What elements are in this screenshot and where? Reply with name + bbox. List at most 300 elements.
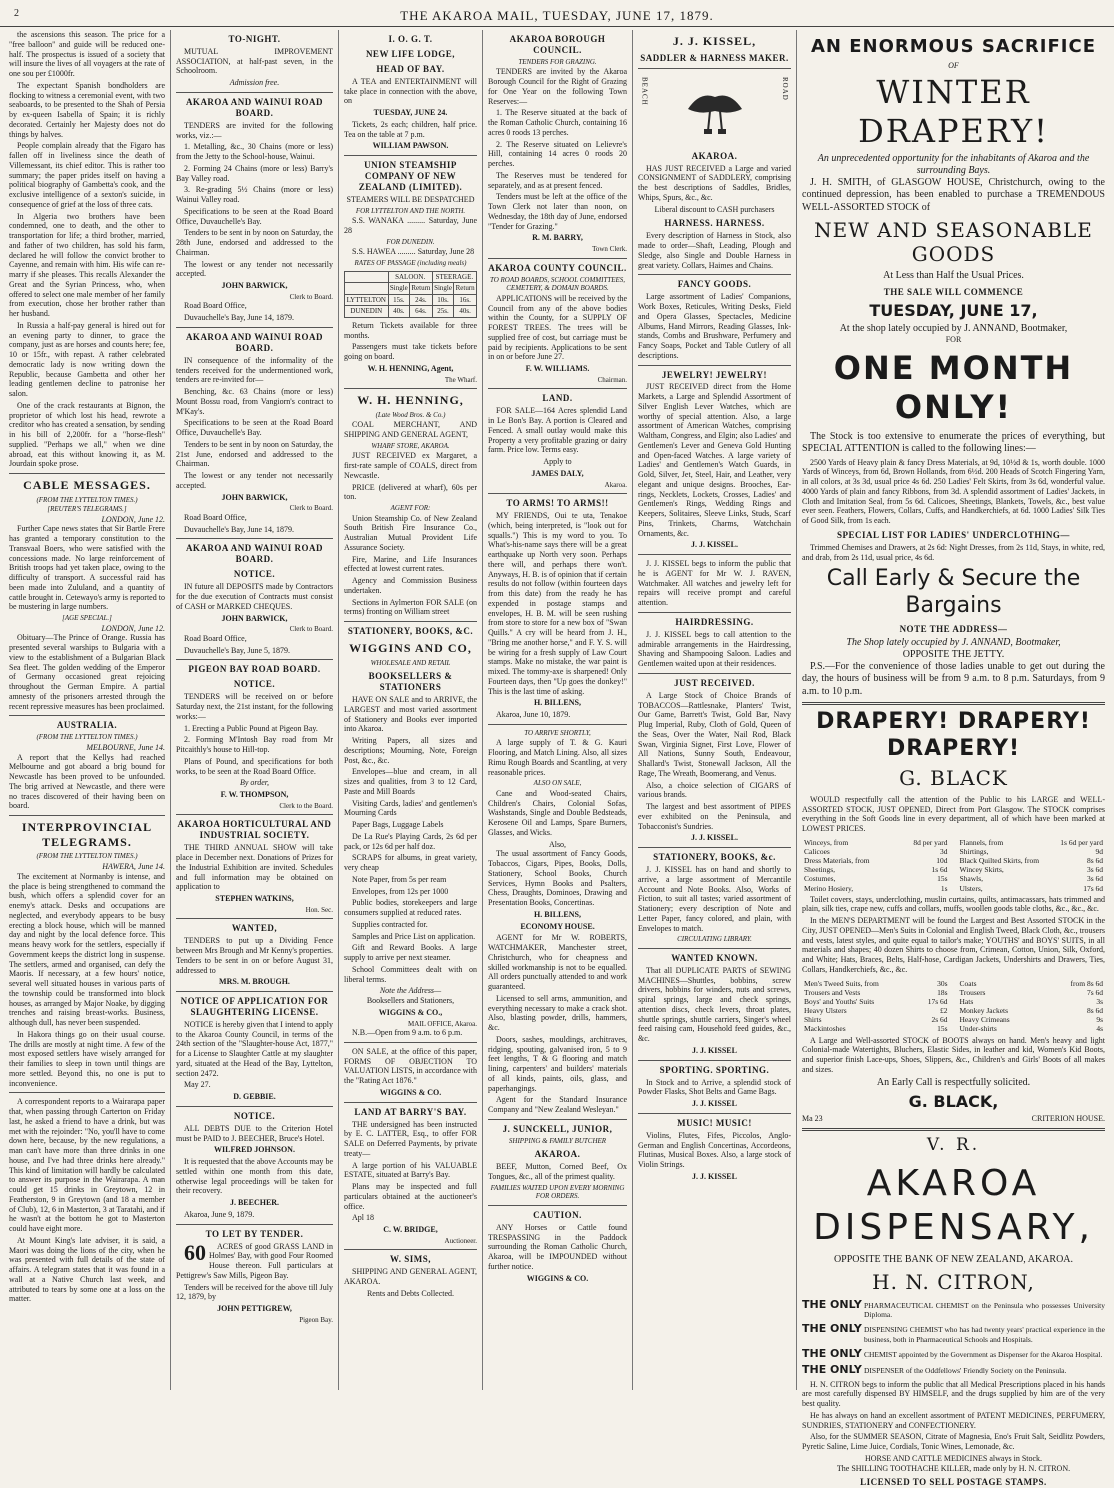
ad-headline: AKAROA DISPENSARY, [813, 1162, 1094, 1248]
news-paragraph: the ascensions this season. The price for a "free balloon" and guide will be reduced one-half. The prospectus is issued of a society that will insure the lives of all voyagers at the rate of one sou per £1000fr. [9, 30, 165, 78]
ad-heading: STATIONERY, BOOKS, &C. [347, 626, 474, 637]
ad-body: SCRAPS for albums, in great variety, very cheap [344, 853, 477, 873]
ad-signature: JOHN BARWICK, [221, 492, 288, 502]
ad-heading: WIGGINS AND CO, [349, 641, 472, 655]
ad-body: Also, for the SUMMER SEASON, Citrate of Magnesia, Eno's Fruit Salt, Seidlitz Powders, Pyretic Saline, Lime Juice, Cordials, Tonic Wines, Lemonade, &c. [802, 1432, 1105, 1451]
news-paragraph: Further Cape news states that Sir Bartle Frere has granted a temporary constitution to the Transvaal Boers, who were satisfied with the concessions made. No large reinforcement of British troops had yet taken place, owing to the difficulty of transport. A successful raid has been made into Zululand, and a quantity of cattle brought in. Cetewayo's army is reported to be mustering in large numbers. [9, 524, 165, 612]
ad-role: Clerk to Board. [289, 504, 333, 513]
claim-label: THE ONLY [802, 1322, 862, 1336]
ad-body: THE undersigned has been instructed by E. C. LATTER, Esq., to offer FOR SALE on Deferred Payments, by private treaty— [344, 1119, 477, 1158]
ad-body: THE THIRD ANNUAL SHOW will take place in December next. Donations of Prizes for the Industrial Exhibition are invited. Schedules and full information may be obtained on application to [176, 843, 333, 892]
ad-item: 1. Erecting a Public Pound at Pigeon Bay. [184, 723, 318, 733]
divider [176, 991, 333, 992]
ad-signature: WIGGINS & CO. [526, 1273, 589, 1283]
ad-subheading: SPORTING. SPORTING. [659, 1064, 770, 1075]
news-paragraph: In Russia a half-pay general is hired out for an evening party to dinner, to grace the company, just as are horses and counts here; fee, 10 or 15fr., with repast. A rather celebrated democratic lady is now writing down the Republic, because Gambetta and other her leading gentlemen decline to patronise her salon. [9, 320, 165, 398]
kissel-side-label: ROAD [781, 76, 789, 101]
ad-date: Duvauchelle's Bay, June 14, 1879. [184, 313, 295, 323]
ad-body: ON SALE, at the office of this paper, FORMS OF OBJECTION TO VALUATION LISTS, in accordance with the "Rating Act 1876." [344, 1046, 477, 1086]
ad-item: 1. Metalling, &c., 30 Chains (more or less) from the Jetty to the School-house, Wainui. [176, 142, 333, 162]
ad-footer [802, 1114, 1105, 1124]
fare-cell: 25s. [432, 306, 453, 318]
ad-headline: G. BLACK [899, 766, 1008, 791]
ad-body: In Stock and to Arrive, a splendid stock of Powder Flasks, Shot Belts and Game Bags. [638, 1077, 791, 1097]
ad-body: Also, a choice selection of CIGARS of various brands. [638, 780, 791, 800]
ad-heading: J. SUNCKELL, JUNIOR, [502, 1123, 613, 1134]
divider [344, 388, 477, 389]
ad-subheading: TENDERS FOR GRAZING. [518, 57, 597, 66]
section-source: (FROM THE LYTTELTON TIMES.) [36, 733, 138, 742]
ad-body: SHIPPING AND GENERAL AGENT, AKAROA. [344, 1267, 477, 1287]
ad-role: Town Clerk. [592, 245, 627, 254]
divider [344, 1042, 477, 1043]
divider [638, 948, 791, 949]
ad-body: HAVE ON SALE and to ARRIVE, the LARGEST and most varied assortment of Stationery and Books ever imported into Akaroa. [344, 695, 477, 734]
ad-heading: CAUTION. [533, 1209, 582, 1220]
ad-date: Duvauchelle's Bay, June 14, 1879. [184, 524, 295, 534]
ad-footer: LICENSED TO SELL POSTAGE STAMPS. [860, 1477, 1047, 1488]
section-source: [REUTER'S TELEGRAMS.] [47, 505, 127, 514]
claim-text: DISPENSING CHEMIST who has had twenty years' practical experience in the business, both in Pharmaceutical Schools and Hospitals. [864, 1325, 1105, 1344]
ad-body: Envelopes—blue and cream, in all sizes and qualities, from 3 to 12 Card, Paste and Mill Boards [344, 767, 477, 796]
ad-role: Akaroa. [604, 480, 627, 489]
fare-cell: 15s. [388, 294, 409, 306]
dateline: HAWERA, June 14. [102, 862, 165, 871]
news-paragraph: One of the crack restaurants at Bignon, the proprietor of which lost his head, rewrote a creditor who has created a sensation, by sending in his bill of 2,200fr. for a "horse-flesh" supplied. "Perhaps we all," when we dine abroad, eat this without knowing it, as M. Jourdain spoke prose. [9, 400, 165, 469]
table-row: Sheetings, 1s 6d [804, 865, 948, 875]
ad-body: Specifications to be seen at the Road Board Office, Duvauchelle's Bay. [176, 206, 333, 226]
ad-tagline: At the shop lately occupied by J. ANNAND, Bootmaker, [839, 323, 1068, 335]
divider [176, 92, 333, 93]
ad-heading: NOTICE OF APPLICATION FOR SLAUGHTERING LICENSE. [180, 996, 329, 1017]
news-paragraph: A report that the Kellys had reached Melbourne and got aboard a brig bound for Newcastle has been proved to be unfounded. The brig arrived at Newcastle, and there were no traces discovered of their having been on board. [9, 752, 165, 811]
ad-subheading: SHIPPING & FAMILY BUTCHER [508, 1136, 607, 1145]
ad-body: Tenders will be received for the above till July 12, 1879, by [176, 1282, 333, 1302]
ad-signature: J. J. KISSEL [692, 1171, 737, 1181]
ad-note: Note the Address— [379, 986, 442, 996]
ad-date: Akaroa, June 9, 1879. [184, 1209, 255, 1219]
ad-office: Road Board Office, [184, 512, 247, 522]
ad-signature: JOHN BARWICK, [221, 613, 288, 623]
divider [488, 388, 627, 389]
ad-body: J. J. KISSEL begs to inform the public that he is AGENT for Mr W. J. RAVEN, Watchmaker. All watches and jewelry left for repairs will receive prompt and careful attention. [638, 559, 791, 608]
ad-body: Tenders to be sent in by noon on Saturday, the 21st June, endorsed and addressed to the Chairman. [176, 439, 333, 469]
ad-body: Fire, Marine, and Life Insurances effected at lowest current rates. [344, 554, 477, 574]
ad-heading: AKAROA AND WAINUI ROAD BOARD. [185, 96, 324, 118]
ad-body: J. J. KISSEL begs to call attention to the admirable arrangements in the Hairdressing, Shaving and Shampooing Saloon. Ladies and Gentlemen waited upon at their residences. [638, 629, 791, 669]
ad-subheading: NOTE THE ADDRESS— [899, 623, 1008, 634]
table-row: Flannels, from 1s 6d per yard [959, 837, 1103, 847]
citron-claim [802, 1298, 1105, 1319]
ad-date: May 27. [184, 1080, 211, 1090]
ad-heading: LAND. [542, 393, 573, 404]
claim-label: THE ONLY [802, 1363, 862, 1377]
ad-address: WHARF STORE, AKAROA. [371, 441, 450, 450]
ad-signature: R. M. BARRY, [532, 233, 583, 243]
divider [9, 815, 165, 816]
ad-office: Road Board Office, [184, 633, 247, 643]
ad-signature: J. J. KISSEL [692, 1045, 737, 1055]
price-list [802, 836, 1105, 895]
divider [638, 274, 791, 275]
ad-signature: WILLIAM PAWSON. [372, 141, 449, 151]
ad-body: Every description of Harness in Stock, also made to order—Shaft, Leading, Plough and Sledge, also Single and Double Harness in great variety. Collars, Haimes and Chains. [638, 231, 791, 270]
ad-heading: WANTED, [231, 923, 278, 934]
ad-signature: H. BILLENS, [534, 698, 581, 708]
divider [176, 327, 333, 328]
ad-body: A large supply of T. & G. Kauri Flooring, and Match Lining. Also, all sizes Rimu Rough Boards and Scantling, at very reasonable prices. [488, 738, 627, 777]
ad-body: MY FRIENDS, Oui te uta, Tenakoe (which, being interpreted, is "look out for squalls.") This is my word to you. To What's-his-name says there will be a great earthquake up North very soon. Perhaps there will, and perhaps there won't. Anyways, H. B. is of opinion that if certain results do not follow (within fourteen days from this date) from the ready he has expended in postage stamps and envelopes, H. B. M. will be seen rushing from store to store for a new box of "Swan Quills." A cry will be heard from J. H., "Bring me another horse," and F. Y. S. will be wiring for a fresh supply of Law Court stamps. Make no mistake, the war paint is mixed. The tommy-axe is sharpened! Only Fourteen days, then "Up goes the donkey!" This is the last time of asking. [488, 511, 627, 696]
table-row: Shirtings, 9d [959, 847, 1103, 856]
masthead [0, 8, 1114, 27]
ad-body: Union Steamship Co. of New Zealand South British Fire Insurance Co., Australian Mutual Provident Life Assurance Society. [344, 513, 477, 552]
ad-signature: J. J. KISSEL. [691, 540, 738, 550]
divider [9, 715, 165, 716]
ad-subheading: NOTICE. [233, 679, 276, 690]
ad-body: ANY Horses or Cattle found TRESPASSING in the Paddock surrounding the Roman Catholic Church, Akaroa, will be IMPOUNDED without further notice. [488, 1222, 627, 1271]
table-row: Shirts 2s 6d [804, 1015, 948, 1025]
ad-body: TENDERS will be received on or before Saturday next, the 21st instant, for the following works:— [176, 692, 333, 721]
route-label: FOR DUNEDIN. [386, 237, 435, 246]
ad-body: Plans may be inspected and full particulars obtained at the auctioneer's office. [344, 1182, 477, 1211]
claim-text: CHEMIST appointed by the Government as Dispenser for the Akaroa Hospital. [864, 1349, 1103, 1359]
route-label: FOR LYTTELTON AND THE NORTH. [355, 206, 466, 215]
divider [9, 1092, 165, 1093]
divider [802, 1128, 1105, 1131]
ad-subheading: STATIONERY, BOOKS, &c. [653, 852, 776, 863]
ad-signature: STEPHEN WATKINS, [215, 894, 294, 903]
ad-subheading: (Late Wood Bros. & Co.) [375, 410, 446, 419]
ad-subheading: SADDLER & HARNESS MAKER. [640, 52, 789, 63]
ad-heading: UNION STEAMSHIP COMPANY OF NEW ZEALAND (LIMITED). [358, 160, 463, 193]
ad-body: Paper Bags, Luggage Labels [352, 820, 444, 830]
divider [488, 1119, 627, 1120]
ad-body: TENDERS are invited for the following works, viz.:— [176, 120, 333, 140]
let-number: 60 [184, 1239, 206, 1265]
ad-subheading: TO ROAD BOARDS, SCHOOL COMMITTEES, CEMETERY, & DOMAIN BOARDS. [489, 275, 626, 293]
ad-body: Violins, Flutes, Fifes, Piccolos, Anglo-German and English Concertinas, Accordeons, Flutinas, Musical Boxes. Also, a large stock of Violin Strings. [638, 1130, 791, 1170]
ad-date: Ma 23 [802, 1114, 823, 1124]
ad-body: N.B.—Open from 9 a.m. to 6 p.m. [352, 1028, 463, 1038]
column-drapery [796, 30, 1110, 1488]
ad-heading: PIGEON BAY ROAD BOARD. [188, 664, 321, 675]
ad-body: TENDERS to put up a Dividing Fence between Mrs Brough and Mr Kenny's properties. Tenders to be sent in on or before August 31, addressed to [176, 936, 333, 975]
ad-address: OPPOSITE THE BANK OF NEW ZEALAND, AKAROA. [833, 1253, 1074, 1265]
ad-role: Hon. Sec. [305, 905, 333, 914]
fare-cell: 10s. [432, 294, 453, 306]
ad-body: APPLICATIONS will be received by the Council from any of the above bodies within the County, for a SUPPLY OF FOREST TREES. The trees will be supplied free of cost, but carriage must be paid by recipients. Applications to be sent in on or before June 27. [488, 293, 627, 362]
ad-connector: FOR [945, 335, 962, 345]
ad-body: Supplies contracted for. [352, 919, 428, 929]
event-date: TUESDAY, JUNE 24. [373, 108, 448, 118]
ad-subheading: BOOKSELLERS & STATIONERS [368, 671, 453, 693]
ad-address: OPPOSITE THE JETTY. [902, 649, 1005, 661]
claim-label: THE ONLY [802, 1346, 862, 1360]
ad-note: HORSE AND CATTLE MEDICINES always in Stock. [864, 1453, 1043, 1463]
divider [638, 1113, 791, 1114]
news-paragraph: In Algeria two brothers have been condemned, one to death, and the other to transportation for life; a third brother, married, and father of two children, has sold his farm, declared he will follow the convict brother to Cayenne, and remain with him. His wife can re-marry if she pleases. This recalls Alexander the Great and the Syrian Princess, who, when offered to select one male member of her family from execution, chose her brother rather than her husband. [9, 211, 165, 318]
divider [344, 1102, 477, 1103]
fares-table [344, 271, 477, 318]
fare-cell: 40s. [388, 306, 409, 318]
ad-body: Trimmed Chemises and Drawers, at 2s 6d: Night Dresses, from 2s 11d, Stays, in white, red, and drab, from 2s 11d, usual price, 4s 6d. [802, 542, 1105, 562]
ad-signature: D. GEBBIE. [233, 1092, 276, 1102]
fares-col-return: Return [410, 283, 433, 295]
ad-body: AGENT for Mr W. ROBERTS, WATCHMAKER, Manchester street, Christchurch, who for cheapness and skilled workmanship is not to be equalled. All orders punctually attended to and work guaranteed. [488, 933, 627, 992]
saddle-icon [680, 79, 750, 139]
ad-body: BEEF, Mutton, Corned Beef, Ox Tongues, &c., all of the primest quality. [488, 1162, 627, 1182]
ad-body: Tickets, 2s each; children, half price. Tea on the table at 7 p.m. [344, 119, 477, 139]
divider [176, 814, 333, 815]
table-row: Under-shirts 4s [959, 1024, 1103, 1034]
ad-heading: LAND AT BARRY'S BAY. [354, 1106, 467, 1117]
ad-role: Pigeon Bay. [299, 1315, 333, 1324]
ad-signature: J. J. KISSEL. [691, 833, 738, 843]
table-row: Wincey Skirts, 3s 6d [959, 865, 1103, 875]
fares-row-label: DUNEDIN [345, 306, 389, 318]
divider [344, 1249, 477, 1250]
divider [638, 612, 791, 613]
price-table-right [958, 838, 1106, 893]
ad-role: The Wharf. [444, 375, 477, 384]
ad-body: A Large and Well-assorted STOCK of BOOTS always on hand. Men's heavy and light Colonial-made Watertights, Bluchers, Elastic Sides, in leather and kid, Women's Kid Boots, and superior finish Lace-ups, Shoes, Slippers, &c., Children's and Girls' Boots of all makes and sizes. [802, 1035, 1105, 1074]
dateline: LONDON, June 12. [101, 514, 165, 524]
section-source: [AGE SPECIAL.] [62, 614, 112, 623]
ad-subheading: JEWELRY! JEWELRY! [661, 369, 768, 380]
claim-text: DISPENSER of the Oddfellows' Friendly Society on the Peninsula. [864, 1366, 1067, 1376]
ad-body: HAS JUST RECEIVED a Large and varied CONSIGNMENT of SADDLERY, comprising the best descriptions of Saddles, Bridles, Whips, Spurs, &c., &c. [638, 163, 791, 202]
ad-heading: I. O. G. T. [388, 34, 433, 44]
fare-cell: 16s. [454, 294, 477, 306]
ad-body: Writing Papers, all sizes and descriptions; Mourning, Note, Foreign Post, &c., &c. [344, 736, 477, 765]
ad-note: Booksellers and Stationers, [366, 996, 455, 1006]
citron-claim [802, 1363, 1105, 1376]
ad-body: IN future all DEPOSITS made by Contractors for the due execution of Contracts must consist of CASH or MARKED CHEQUES. [176, 582, 333, 611]
ad-body: The Stock is too extensive to enumerate the prices of everything, but SPECIAL ATTENTION is called to the following lines:— [802, 431, 1105, 455]
ad-heading: AKAROA AND WAINUI ROAD BOARD. [185, 331, 324, 353]
ad-body: De La Rue's Playing Cards, 2s 6d per pack, or 12s 6d per half doz. [344, 831, 477, 851]
ad-signature: MRS. M. BROUGH. [219, 977, 290, 987]
ad-headline: H. N. CITRON, [872, 1269, 1035, 1294]
ad-signature: J. J. KISSEL [692, 1099, 737, 1109]
divider [638, 847, 791, 848]
table-row [345, 271, 477, 283]
section-source: (FROM THE LYTTELTON TIMES.) [36, 852, 138, 861]
ad-heading: NOTICE. [233, 1110, 276, 1121]
ad-subheading: WANTED KNOWN. [671, 952, 758, 963]
divider [488, 1205, 627, 1206]
ad-body: FOR SALE—164 Acres splendid Land in Le Bon's Bay. A portion is Cleared and Fenced. A small outlay would make this Property a very profitable grazing or dairy farm. Price low. Terms easy. [488, 406, 627, 455]
ad-signature: WILFRED JOHNSON. [214, 1145, 295, 1155]
ad-signature: F. W. WILLIAMS. [525, 364, 590, 374]
divider [344, 155, 477, 156]
ad-body: Cane and Wood-seated Chairs, Children's Chairs, Colonial Sofas, Washstands, Single and Double Bedsteads, Kerosene Oil and Lamps, Spare Burners, Glasses, and Wicks. [488, 788, 627, 837]
ad-headline: NEW AND SEASONABLE GOODS [814, 217, 1093, 267]
fare-cell: 24s. [410, 294, 433, 306]
ad-subheading: AKAROA. [534, 1149, 581, 1160]
ad-body: A large portion of his VALUABLE ESTATE, situated at Barry's Bay. [344, 1160, 477, 1180]
ad-office: Road Board Office, [184, 301, 247, 311]
ad-subheading: NOTICE. [233, 569, 276, 580]
table-row: Costumes, 15s [804, 874, 948, 884]
ad-headline: AN ENORMOUS SACRIFICE [810, 36, 1096, 57]
ad-body: Envelopes, from 12s per 1000 [352, 886, 449, 896]
ad-body [176, 1239, 333, 1281]
table-row: Men's Tweed Suits, from 30s [804, 978, 948, 988]
ad-body: School Committees dealt with on liberal terms. [344, 964, 477, 984]
ad-signature: JAMES DALY, [531, 468, 584, 478]
ad-body: Licensed to sell arms, ammunition, and everything necessary to make a crack shot. Also, blasting powder, drills, hammers, &c. [488, 993, 627, 1033]
ad-heading: AKAROA HORTICULTURAL AND INDUSTRIAL SOCIETY. [177, 819, 332, 841]
table-row: Coats from 8s 6d [959, 978, 1103, 988]
column-news [4, 30, 170, 1390]
column-notices [170, 30, 338, 1390]
divider [176, 1106, 333, 1107]
ad-tagline: An unprecedented opportunity for the inhabitants of Akaroa and the surrounding Bays. [817, 152, 1090, 176]
ad-body: J. H. SMITH, of GLASGOW HOUSE, Christchurch, owing to the continued depression, has been enabled to purchase a TREMENDOUS WELL-ASSORTED STOCK of [802, 177, 1105, 213]
ad-address: The Shop lately occupied by J. ANNAND, Bootmaker, [846, 636, 1061, 648]
column-kissel [632, 30, 796, 1390]
table-row: Hats 3s [959, 996, 1103, 1006]
kissel-side-label: BEACH [640, 76, 649, 106]
news-paragraph: The excitement at Normanby is intense, and the place is being strengthened to command the bush, which offers a splendid cover for an enemy's attack. Desks and occupations are neglected, and everybody appears to be busy erecting a block house, which will be manned day and night by the local defence force. This means heavy work for the settlers, especially if Government keeps the district long in suspense. The settlers, armed and organised, can defy the Maoris. If necessary, at a few hours' notice, several well situated houses in various parts of the township could be transformed into block houses, as arranged by Major Noake, by digging trenches and raising breast-works. Business, although dull, has never been suspended. [9, 871, 165, 1027]
table-row: Ulsters, 17s 6d [959, 883, 1103, 893]
divider [638, 1060, 791, 1061]
table-row [345, 283, 477, 295]
ad-body: He has always on hand an excellent assortment of PATENT MEDICINES, PERFUMERY, SUNDRIES, STATIONERY and CONFECTIONERY. [802, 1410, 1105, 1430]
ad-item: Benching, &c. 63 Chains (more or less) Mount Bossu road, from Vangiorn's contract to M'Kay's. [176, 387, 333, 416]
ad-note: FAMILIES WAITED UPON EVERY MORNING FOR ORDERS. [490, 1183, 625, 1201]
ad-body: Public bodies, storekeepers and large consumers supplied at reduced rates. [344, 898, 477, 918]
ad-headline: WINTER DRAPERY! [858, 72, 1049, 150]
ad-body: NOTICE is hereby given that I intend to apply to the Akaroa County Council, in terms of the 24th section of the "Slaughter-house Act, 1877," for a License to Slaughter Cattle at my slaughter yard, situated at the Head of the Bay, Lyttelton, section 2472. [176, 1019, 333, 1078]
sale-date: TUESDAY, JUNE 17, [869, 300, 1038, 320]
ad-headline: ONE MONTH ONLY! [833, 349, 1074, 427]
ad-address: CRITERION HOUSE. [1031, 1114, 1105, 1124]
ad-body: J. J. KISSEL has on hand and shortly to arrive, a large assortment of Mercantile Account and Note Books. Also, Works of Fiction, to suit all tastes; varied assortment of Stationery; every description of Note and Letter Paper, fancy colored, and plain, with Envelopes to match. [638, 865, 791, 933]
ad-heading: W. H. HENNING, [357, 393, 464, 408]
divider [176, 659, 333, 660]
table-row: Trousers 7s 6d [959, 987, 1103, 997]
column-adverts-a [338, 30, 482, 1390]
divider [802, 702, 1105, 705]
ad-subheading: AKAROA. [691, 150, 738, 161]
ad-body: The largest and best assortment of PIPES ever exhibited on the Peninsula, and Tobacconist's Sundries. [638, 802, 791, 831]
citron-claim [802, 1347, 1105, 1360]
ad-body: Visiting Cards, ladies' and gentlemen's Mourning Cards [344, 798, 477, 818]
ad-subheading: FANCY GOODS. [677, 279, 752, 290]
ad-subheading: AGENT FOR: [390, 504, 431, 512]
price-table-left [802, 838, 950, 893]
table-row [345, 306, 477, 318]
ad-note: Also, [548, 839, 567, 849]
ad-body: The Reserves must be tendered for separately, and as at present fenced. [488, 170, 627, 190]
fare-cell: 64s. [410, 306, 433, 318]
divider [344, 621, 477, 622]
ad-body: Passengers must take tickets before going on board. [344, 342, 477, 362]
ad-signature: F. W. THOMPSON, [220, 790, 289, 800]
ad-item: 2. Forming M'Intosh Bay road from Mr Pitcaithly's house to Hill-top. [176, 735, 333, 755]
kissel-emblem [638, 73, 791, 147]
ad-note: Apply to [543, 457, 572, 467]
ad-body: P.S.—For the convenience of those ladies unable to get out during the day, the hours of business will be from 9 a.m. to 8 p.m. Saturdays, from 9 a.m. to 10 p.m. [802, 661, 1105, 697]
ad-subheading: HARNESS. HARNESS. [664, 218, 765, 229]
ad-body: Samples and Price List on application. [352, 931, 476, 941]
fares-col-saloon: SALOON. [388, 271, 432, 283]
divider [488, 258, 627, 259]
rates-caption: RATES OF PASSAGE (including meals) [354, 259, 467, 268]
ad-body: Agent for the Standard Insurance Company and "New Zealand Wesleyan." [488, 1095, 627, 1115]
ad-signature: JOHN BARWICK, [221, 281, 288, 291]
ad-subheading: JUST RECEIVED. [674, 677, 755, 688]
table-row: Monkey Jackets 8s 6d [959, 1006, 1103, 1016]
ad-heading: AKAROA AND WAINUI ROAD BOARD. [185, 543, 324, 565]
ad-body: 2500 Yards of Heavy plain & fancy Dress Materials, at 9d, 10½d & 1s, worth double. 1000 Yards of Winceys, from 6d, Brown Hollands, from 6½d. 200 Heads of Scotch Fingering Yarn, in all colors, at 3s 3d, usual price 4s 6d. 250 Ladies' Felt Skirts, from 3s 6d, wonderful value. 4000 Yards of plain and fancy Ribbons, from 3d. A splendid assortment of Ladies' Jackets, in Cloth and Imitation Seal, from 5s 6d. Calicoes, Sheetings, Blankets, Towels, &c., best value ever seen. Feathers, Flowers, Collars, Cuffs, and Handkerchiefs, at 6d. 1000 Ladies' Silk Ties of Good Silk, from 1s each. [802, 457, 1105, 526]
ad-subheading: HAIRDRESSING. [675, 616, 754, 627]
ad-signature: WIGGINS & CO., [378, 1007, 443, 1017]
divider [638, 365, 791, 366]
section-heading-australia: AUSTRALIA. [56, 720, 118, 731]
ad-body: Tenders to be sent in by noon on Saturday, the 28th June, endorsed and addressed to the Chairman. [176, 228, 333, 257]
table-row: Black Quilted Skirts, from 8s 6d [959, 856, 1103, 866]
ad-body: Specifications to be seen at the Road Board Office, Duvauchelle's Bay. [176, 418, 333, 438]
fares-col-single: Single [432, 283, 453, 295]
fares-col-steerage: STEERAGE. [432, 271, 476, 283]
ad-body: Gift and Reward Books. A large supply to arrive per next steamer. [344, 943, 477, 963]
page-number: 2 [14, 8, 20, 19]
ad-body: It is requested that the above Accounts may be settled within one month from this date, otherwise legal proceedings will be taken for their recovery. [176, 1157, 333, 1196]
table-row: Merino Hosiery, 1s [804, 883, 948, 893]
ad-body: Plans of Pound, and specifications for both works, to be seen at the Road Board Office. [176, 756, 333, 776]
ad-heading: W. SIMS, [390, 1254, 431, 1265]
divider [176, 918, 333, 919]
section-source: (FROM THE LYTTELTON TIMES.) [36, 495, 138, 504]
ad-body: The usual assortment of Fancy Goods, Tobaccos, Cigars, Pipes, Books, Dolls, Stationery, School Books, Church Services, Hymn Books and Psalters, Chess, Draughts, Dominoes, Drawing and Presentation Books, Concertinas. [488, 849, 627, 908]
table-row: Calicoes 3d [804, 847, 948, 856]
masthead-title: THE AKAROA MAIL, TUESDAY, JUNE 17, 1879. [400, 8, 714, 23]
ad-body: Doors, sashes, mouldings, architraves, ridging, spouting, galvanised iron, 5 to 9 feet lengths, T & G flooring and match lining, carpenters' and builders' materials of all kinds, paints, oils, glass, and paperhangings. [488, 1034, 627, 1093]
table-row: Heavy Ulsters £2 [804, 1006, 948, 1016]
section-heading-cable: CABLE MESSAGES. [23, 478, 151, 492]
ad-role: Clerk to Board. [289, 292, 333, 301]
ad-role: Clerk to Board. [289, 625, 333, 634]
ad-headline: DRAPERY! DRAPERY! DRAPERY! [816, 708, 1091, 761]
sailing: S.S. WANAKA ......... Saturday, June 28 [344, 216, 477, 236]
ad-body: Note Paper, from 5s per ream [352, 874, 447, 884]
ad-body: STEAMERS WILL BE DESPATCHED [346, 195, 475, 205]
ad-heading: TO-NIGHT. [228, 34, 281, 44]
ad-body: JUST RECEIVED ex Margaret, a first-rate sample of COALS, direct from Newcastle. [344, 451, 477, 480]
ad-signature: H. BILLENS, [534, 909, 581, 919]
ad-item: 2. The Reserve situated on Lelievre's Hill, containing 14 acres 0 roods 20 perches. [488, 139, 627, 169]
ad-role: ECONOMY HOUSE. [520, 921, 595, 931]
ad-subheading: WHOLESALE AND RETAIL [370, 658, 451, 667]
ad-body: A TEA and ENTERTAINMENT will take place in connection with the above, on [344, 76, 477, 106]
ad-body: COAL MERCHANT, AND SHIPPING AND GENERAL AGENT, [344, 420, 477, 439]
ad-body: Sections in Aylmerton FOR SALE (on terms) fronting on William street [344, 597, 477, 617]
ad-body: MUTUAL IMPROVEMENT ASSOCIATION, at half-past seven, in the Schoolroom. [176, 46, 333, 76]
ad-connector: OF [948, 60, 959, 70]
news-paragraph: People complain already that the Figaro has fallen off in liveliness since the death of Villemessant, its chief editor. This is rather too summary; the paper prides itself on having a political biography of Gambetta's cook, and the exclusive intelligence of a sexton's suicide, in consequence of grief at the loss of three cats. [9, 141, 165, 209]
divider [176, 1224, 333, 1225]
dateline: MELBOURNE, June 14. [86, 742, 165, 752]
ad-heading: J. J. KISSEL, [672, 34, 757, 48]
news-paragraph: At Mount King's late adviser, it is said, a Maori was doing the lions of the city, when he was presented with full details of the state of affairs. A telegram states that it was found in a wall at a Native Church last week, and attributed to tears by some one at a loss on the matter. [9, 1235, 165, 1304]
ad-subheading: NEW LIFE LODGE, [365, 48, 456, 59]
table-row [345, 294, 477, 306]
sailing: S.S. HAWEA ......... Saturday, June 28 [352, 247, 475, 257]
table-row: Shawls, 3s 6d [959, 874, 1103, 884]
